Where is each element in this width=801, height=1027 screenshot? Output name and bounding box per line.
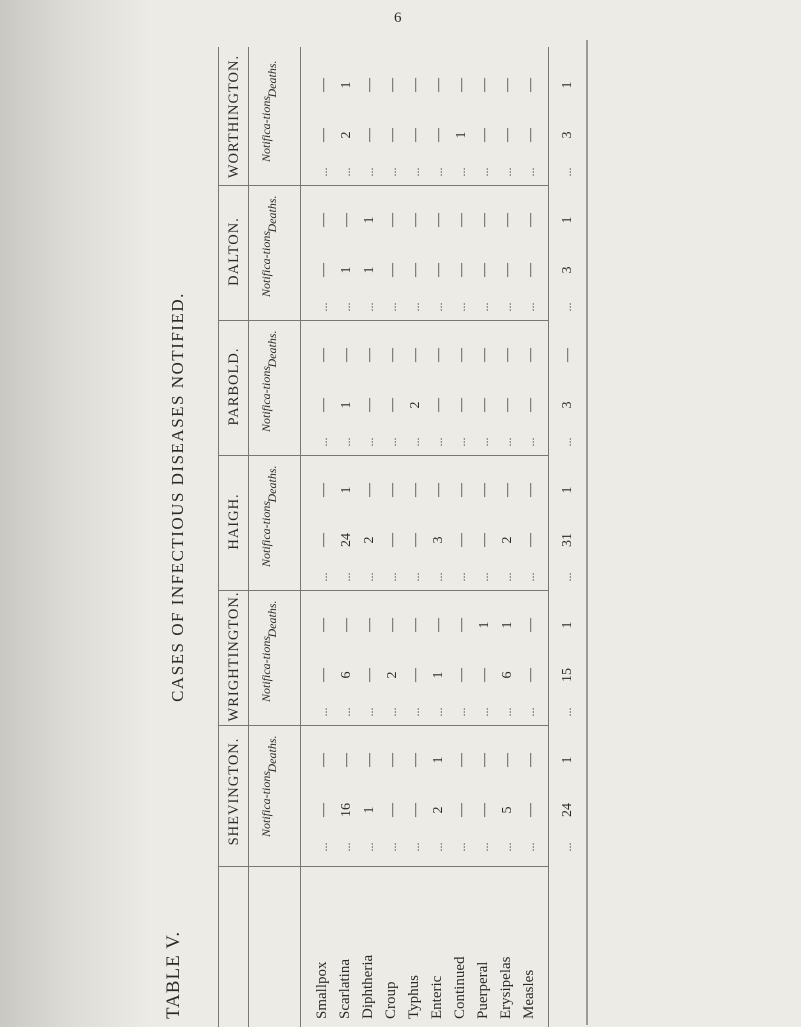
table-cell: —	[316, 618, 331, 632]
table-cell: —	[523, 753, 538, 767]
leader-dots: ...	[408, 167, 422, 177]
total-cell: 1	[560, 756, 575, 764]
table-cell: —	[431, 78, 446, 92]
table-rule	[218, 590, 548, 591]
table-rule	[218, 866, 548, 867]
table-cell: —	[316, 128, 331, 142]
leader-dots: ...	[408, 572, 422, 582]
table-cell: —	[316, 483, 331, 497]
table-cell: 1	[431, 756, 446, 764]
table-cell: —	[431, 398, 446, 412]
leader-dots: ...	[560, 707, 574, 717]
table-cell: —	[500, 753, 515, 767]
table-cell: —	[362, 618, 377, 632]
table-cell: 1	[339, 266, 354, 274]
leader-dots: ...	[339, 437, 353, 447]
leader-dots: ...	[523, 572, 537, 582]
leader-dots: ...	[454, 302, 468, 312]
district-header: PARBOLD.	[226, 347, 242, 426]
leader-dots: ...	[523, 707, 537, 717]
leader-dots: ...	[408, 842, 422, 852]
notifications-subheader: Notifica-tions.	[259, 633, 273, 702]
table-cell: —	[362, 483, 377, 497]
table-cell: —	[362, 128, 377, 142]
table-cell: —	[339, 753, 354, 767]
leader-dots: ...	[454, 437, 468, 447]
table-cell: —	[454, 398, 469, 412]
total-cell: 15	[560, 668, 575, 682]
district-header: WRIGHTINGTON.	[226, 591, 242, 722]
table-cell: —	[523, 483, 538, 497]
leader-dots: ...	[385, 167, 399, 177]
table-cell: —	[454, 78, 469, 92]
total-cell: 31	[560, 533, 575, 547]
table-cell: —	[316, 803, 331, 817]
leader-dots: ...	[362, 842, 376, 852]
notifications-subheader: Notifica-tions.	[259, 93, 273, 162]
leader-dots: ...	[316, 437, 330, 447]
district-header: HAIGH.	[226, 493, 242, 550]
table-cell: —	[408, 803, 423, 817]
table-cell: —	[454, 533, 469, 547]
leader-dots: ...	[560, 302, 574, 312]
table-cell: —	[454, 803, 469, 817]
table-cell: —	[339, 213, 354, 227]
table-cell: —	[454, 668, 469, 682]
leader-dots: ...	[560, 167, 574, 177]
leader-dots: ...	[560, 437, 574, 447]
district-header: SHEVINGTON.	[226, 737, 242, 846]
leader-dots: ...	[523, 437, 537, 447]
leader-dots: ...	[454, 707, 468, 717]
leader-dots: ...	[408, 707, 422, 717]
table-cell: —	[431, 348, 446, 362]
table-cell: —	[408, 213, 423, 227]
table-cell: 2	[362, 536, 377, 544]
table-label: TABLE V.	[163, 930, 184, 1019]
table-cell: —	[385, 803, 400, 817]
table-rule	[248, 47, 249, 1027]
table-cell: —	[385, 483, 400, 497]
deaths-subheader: Deaths.	[265, 195, 279, 233]
table-cell: —	[477, 128, 492, 142]
table-rule	[548, 47, 549, 1027]
total-cell: 1	[560, 621, 575, 629]
leader-dots: ...	[477, 167, 491, 177]
table-cell: 2	[385, 671, 400, 679]
deaths-subheader: Deaths.	[265, 465, 279, 503]
total-cell: 24	[560, 803, 575, 817]
table-cell: —	[523, 348, 538, 362]
table-cell: —	[523, 398, 538, 412]
leader-dots: ...	[316, 167, 330, 177]
table-cell: 1	[500, 621, 515, 629]
leader-dots: ...	[339, 707, 353, 717]
leader-dots: ...	[339, 302, 353, 312]
table-cell: 2	[500, 536, 515, 544]
table-cell: —	[316, 348, 331, 362]
leader-dots: ...	[500, 437, 514, 447]
table-cell: 2	[431, 806, 446, 814]
table-cell: —	[408, 618, 423, 632]
table-cell: —	[477, 213, 492, 227]
leader-dots: ...	[523, 167, 537, 177]
table-cell: 24	[339, 533, 354, 547]
disease-label: Typhus	[406, 975, 422, 1019]
leader-dots: ...	[500, 302, 514, 312]
table-rule	[218, 47, 219, 1027]
total-cell: 1	[560, 81, 575, 89]
table-cell: —	[477, 263, 492, 277]
leader-dots: ...	[500, 572, 514, 582]
leader-dots: ...	[316, 707, 330, 717]
table-cell: —	[339, 618, 354, 632]
leader-dots: ...	[362, 437, 376, 447]
leader-dots: ...	[385, 572, 399, 582]
table-cell: 1	[454, 131, 469, 139]
leader-dots: ...	[431, 842, 445, 852]
table-cell: —	[523, 213, 538, 227]
table-cell: 1	[339, 401, 354, 409]
table-rule	[218, 185, 548, 186]
table-cell: 1	[339, 81, 354, 89]
district-header: DALTON.	[226, 217, 242, 286]
table-cell: —	[431, 483, 446, 497]
leader-dots: ...	[500, 167, 514, 177]
deaths-subheader: Deaths.	[265, 60, 279, 98]
leader-dots: ...	[408, 302, 422, 312]
leader-dots: ...	[316, 572, 330, 582]
leader-dots: ...	[385, 707, 399, 717]
table-rule	[218, 455, 548, 456]
deaths-subheader: Deaths.	[265, 735, 279, 773]
table-cell: —	[385, 398, 400, 412]
table-cell: —	[362, 78, 377, 92]
table-cell: —	[431, 128, 446, 142]
table-cell: 16	[339, 803, 354, 817]
disease-label: Erysipelas	[498, 956, 514, 1019]
deaths-subheader: Deaths.	[265, 330, 279, 368]
table-cell: —	[523, 533, 538, 547]
table-cell: —	[316, 213, 331, 227]
table-cell: —	[477, 668, 492, 682]
page-shadow	[0, 0, 150, 1027]
table-cell: 1	[339, 486, 354, 494]
table-cell: —	[408, 128, 423, 142]
table-cell: —	[431, 263, 446, 277]
table-cell: 6	[500, 671, 515, 679]
table-cell: —	[385, 348, 400, 362]
table-cell: —	[408, 78, 423, 92]
leader-dots: ...	[500, 842, 514, 852]
table-cell: —	[477, 483, 492, 497]
leader-dots: ...	[339, 167, 353, 177]
leader-dots: ...	[339, 842, 353, 852]
table-cell: —	[408, 753, 423, 767]
table-cell: —	[385, 128, 400, 142]
notifications-subheader: Notifica-tions.	[259, 228, 273, 297]
leader-dots: ...	[477, 842, 491, 852]
page-number: 6	[394, 10, 402, 26]
table-rule	[300, 47, 301, 1027]
table-cell: —	[316, 753, 331, 767]
table-cell: 5	[500, 806, 515, 814]
table-cell: —	[523, 263, 538, 277]
table-cell: —	[477, 533, 492, 547]
table-cell: 1	[362, 806, 377, 814]
table-rule	[218, 725, 548, 726]
leader-dots: ...	[431, 167, 445, 177]
leader-dots: ...	[362, 167, 376, 177]
table-cell: —	[500, 483, 515, 497]
leader-dots: ...	[362, 707, 376, 717]
table-cell: 1	[431, 671, 446, 679]
notifications-subheader: Notifica-tions.	[259, 363, 273, 432]
total-cell: 3	[560, 266, 575, 274]
leader-dots: ...	[316, 842, 330, 852]
table-cell: —	[431, 618, 446, 632]
table-cell: —	[316, 263, 331, 277]
table-cell: —	[408, 483, 423, 497]
disease-label: Scarlatina	[337, 959, 353, 1019]
leader-dots: ...	[339, 572, 353, 582]
table-cell: —	[362, 348, 377, 362]
leader-dots: ...	[500, 707, 514, 717]
table-cell: —	[385, 213, 400, 227]
leader-dots: ...	[362, 302, 376, 312]
table-cell: —	[408, 263, 423, 277]
table-cell: —	[477, 753, 492, 767]
table-cell: —	[500, 128, 515, 142]
table-cell: —	[316, 668, 331, 682]
leader-dots: ...	[431, 302, 445, 312]
table-cell: —	[316, 78, 331, 92]
table-cell: —	[339, 348, 354, 362]
table-cell: —	[454, 213, 469, 227]
deaths-subheader: Deaths.	[265, 600, 279, 638]
table-cell: —	[500, 348, 515, 362]
table-cell: 1	[362, 216, 377, 224]
table-cell: —	[408, 533, 423, 547]
leader-dots: ...	[408, 437, 422, 447]
disease-label: Croup	[383, 981, 399, 1019]
table-cell: —	[477, 78, 492, 92]
table-cell: —	[477, 803, 492, 817]
table-cell: 3	[431, 536, 446, 544]
table-cell: —	[316, 533, 331, 547]
leader-dots: ...	[431, 437, 445, 447]
disease-label: Smallpox	[314, 961, 330, 1019]
table-rule	[218, 320, 548, 321]
total-cell: 3	[560, 401, 575, 409]
leader-dots: ...	[477, 302, 491, 312]
leader-dots: ...	[385, 437, 399, 447]
table-cell: 1	[477, 621, 492, 629]
leader-dots: ...	[523, 302, 537, 312]
table-cell: —	[316, 398, 331, 412]
leader-dots: ...	[431, 707, 445, 717]
leader-dots: ...	[560, 572, 574, 582]
table-cell: —	[523, 668, 538, 682]
table-cell: —	[477, 398, 492, 412]
table-cell: 1	[362, 266, 377, 274]
leader-dots: ...	[454, 167, 468, 177]
table-cell: —	[362, 398, 377, 412]
table-cell: —	[454, 618, 469, 632]
table-cell: —	[523, 618, 538, 632]
leader-dots: ...	[431, 572, 445, 582]
table-cell: —	[385, 618, 400, 632]
table-cell: —	[523, 128, 538, 142]
total-cell: —	[560, 348, 575, 362]
notifications-subheader: Notifica-tions.	[259, 498, 273, 567]
total-cell: 3	[560, 131, 575, 139]
table-cell: —	[385, 753, 400, 767]
table-cell: —	[408, 668, 423, 682]
total-cell: 1	[560, 216, 575, 224]
leader-dots: ...	[477, 707, 491, 717]
leader-dots: ...	[477, 572, 491, 582]
disease-label: Continued	[452, 956, 468, 1019]
table-cell: —	[454, 483, 469, 497]
table-title: CASES OF INFECTIOUS DISEASES NOTIFIED.	[168, 292, 187, 702]
table-cell: —	[454, 263, 469, 277]
table-cell: —	[500, 78, 515, 92]
leader-dots: ...	[477, 437, 491, 447]
disease-label: Diphtheria	[360, 954, 376, 1019]
table-cell: 2	[339, 131, 354, 139]
table-cell: —	[431, 213, 446, 227]
leader-dots: ...	[523, 842, 537, 852]
disease-label: Enteric	[429, 975, 445, 1019]
table-cell: —	[454, 348, 469, 362]
table-cell: —	[408, 348, 423, 362]
total-cell: 1	[560, 486, 575, 494]
leader-dots: ...	[560, 842, 574, 852]
leader-dots: ...	[385, 302, 399, 312]
table-cell: —	[500, 263, 515, 277]
leader-dots: ...	[454, 842, 468, 852]
table-cell: 2	[408, 401, 423, 409]
table-cell: —	[500, 213, 515, 227]
table-cell: —	[477, 348, 492, 362]
notifications-subheader: Notifica-tions.	[259, 768, 273, 837]
leader-dots: ...	[362, 572, 376, 582]
leader-dots: ...	[316, 302, 330, 312]
table-cell: —	[385, 78, 400, 92]
table-cell: —	[362, 668, 377, 682]
rotated-table	[148, 47, 593, 1027]
table-cell: —	[385, 533, 400, 547]
table-cell: —	[500, 398, 515, 412]
disease-label: Puerperal	[475, 961, 491, 1019]
district-header: WORTHINGTON.	[226, 54, 242, 179]
table-cell: —	[385, 263, 400, 277]
table-cell: —	[362, 753, 377, 767]
leader-dots: ...	[385, 842, 399, 852]
table-cell: —	[523, 78, 538, 92]
disease-label: Measles	[521, 969, 537, 1019]
table-cell: 6	[339, 671, 354, 679]
table-cell: —	[523, 803, 538, 817]
leader-dots: ...	[454, 572, 468, 582]
table-cell: —	[454, 753, 469, 767]
